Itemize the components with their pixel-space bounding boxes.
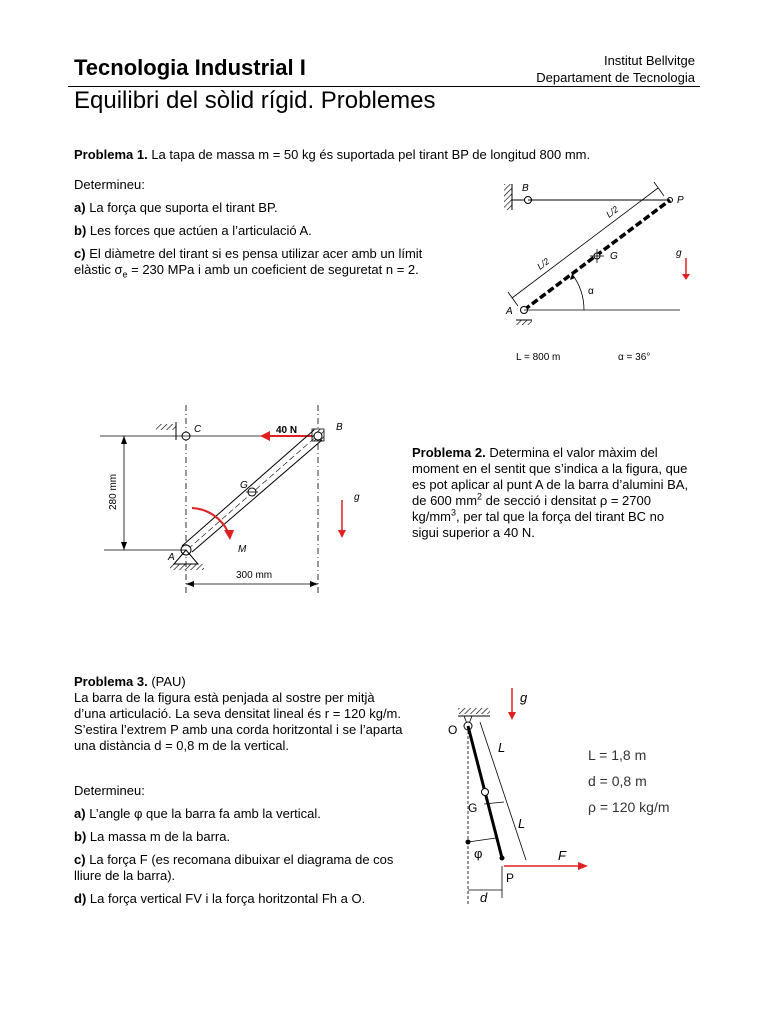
problem2-figure [100, 400, 370, 595]
wall-hatch [504, 184, 512, 210]
page-title: Equilibri del sòlid rígid. Problemes [74, 87, 436, 114]
label-F: F [558, 848, 566, 863]
label-L1: L [498, 740, 506, 755]
force-arrow [578, 862, 588, 870]
problem1-question-a: a) La força que suporta el tirant BP. [74, 200, 278, 215]
problem1-intro: Determineu: [74, 177, 145, 192]
problem1-question-b: b) Les forces que actúen a l’articulació A. [74, 223, 312, 238]
data-d: d = 0,8 m [588, 773, 647, 789]
gravity-arrow [682, 274, 690, 280]
label-phi: φ [474, 846, 483, 861]
label-A: A [506, 306, 513, 317]
label-L2-bottom: L/2 [535, 256, 552, 272]
label-d: d [480, 890, 488, 905]
label-P: P [677, 195, 684, 206]
label-g: g [520, 690, 528, 705]
label-G: G [610, 251, 618, 262]
pin-B [314, 432, 322, 440]
label-G: G [240, 480, 248, 491]
label-P: P [506, 871, 515, 885]
label-L2: L [518, 816, 526, 831]
problem1-label: Problema 1. [74, 147, 148, 162]
gravity-arrow [508, 712, 516, 720]
problem2-statement: Problema 2. Determina el valor màxim del moment en el sentit que s’indica a la figura, que es pot aplicar al punt A de la barra d’alumini BA, de 600 $mm^2$ de secció i densitat ρ = 2700 $kg/mm^3$, per tal que la força del tirant BC no sigui superior a 40 N. [412, 445, 689, 540]
problem1-questions [74, 177, 460, 285]
problem1-figure [490, 170, 710, 370]
problem3-label: Problema 3. [74, 674, 148, 689]
data-L: L = 800 m [516, 352, 561, 363]
problem1-text: La tapa de massa m = 50 kg és suportada pel tirant BP de longitud 800 mm. [151, 147, 591, 162]
data-alpha: α = 36° [618, 352, 651, 363]
label-g: g [354, 492, 360, 503]
height-label: 280 mm [108, 473, 119, 510]
problem3-text-2: S’estira l’extrem P amb una corda horitzontal i se l’aparta una distància d = 0,8 m de la vertical. [74, 722, 403, 753]
label-g: g [676, 248, 682, 259]
force-label: 40 N [276, 425, 298, 436]
institute-name: Institut Bellvitge [603, 53, 695, 68]
label-C: C [194, 424, 202, 435]
problem3-statement: Problema 3. (PAU) La barra de la figura està penjada al sostre per mitjà d’una articulació. La seva densitat lineal és r = 120 kg/m. S’estira l’extrem P amb una corda horitzontal i se l’aparta una distància d = 0,8 m de la vertical. [74, 674, 403, 753]
label-B: B [336, 422, 343, 433]
problem3-question-d: d) La força vertical FV i la força horitzontal Fh a O. [74, 891, 366, 906]
gravity-arrow [338, 530, 346, 538]
institution-block [536, 52, 695, 86]
label-A: A [168, 552, 175, 563]
problem3-intro: Determineu: [74, 783, 145, 798]
data-rho: ρ = 120 kg/m [588, 799, 670, 815]
problem3-figure [440, 676, 710, 911]
problem3-question-c: c) La força F (es recomana dibuixar el diagrama de cos lliure de la barra). [74, 852, 394, 883]
width-label: 300 mm [236, 570, 273, 581]
data-L: L = 1,8 m [588, 747, 647, 763]
department-name: Departament de Tecnologia [536, 70, 695, 85]
label-alpha: α [588, 286, 594, 297]
label-L2-top: L/2 [604, 204, 621, 220]
course-title: Tecnologia Industrial I [74, 55, 306, 80]
moment-arrow [224, 530, 234, 540]
problem2-label: Problema 2. [412, 445, 486, 460]
problem3-questions [74, 783, 404, 914]
problem3-question-a: a) L’angle φ que la barra fa amb la vertical. [74, 806, 321, 821]
force-arrow [260, 431, 270, 441]
label-G: G [468, 801, 478, 815]
label-M: M [238, 544, 247, 555]
problem3-text-1: La barra de la figura està penjada al sostre per mitjà d’una articulació. La seva densitat lineal és r = 120 kg/m. [74, 690, 401, 721]
label-O: O [448, 723, 458, 737]
problem1-question-c: c) El diàmetre del tirant si es pensa utilizar acer amb un límit elàstic $\sigma_e = 230$ MPa i amb un coeficient de seguretat n = 2. [74, 246, 423, 280]
problem3-question-b: b) La massa m de la barra. [74, 829, 231, 844]
problem1-statement [74, 147, 674, 163]
label-B: B [522, 183, 529, 194]
